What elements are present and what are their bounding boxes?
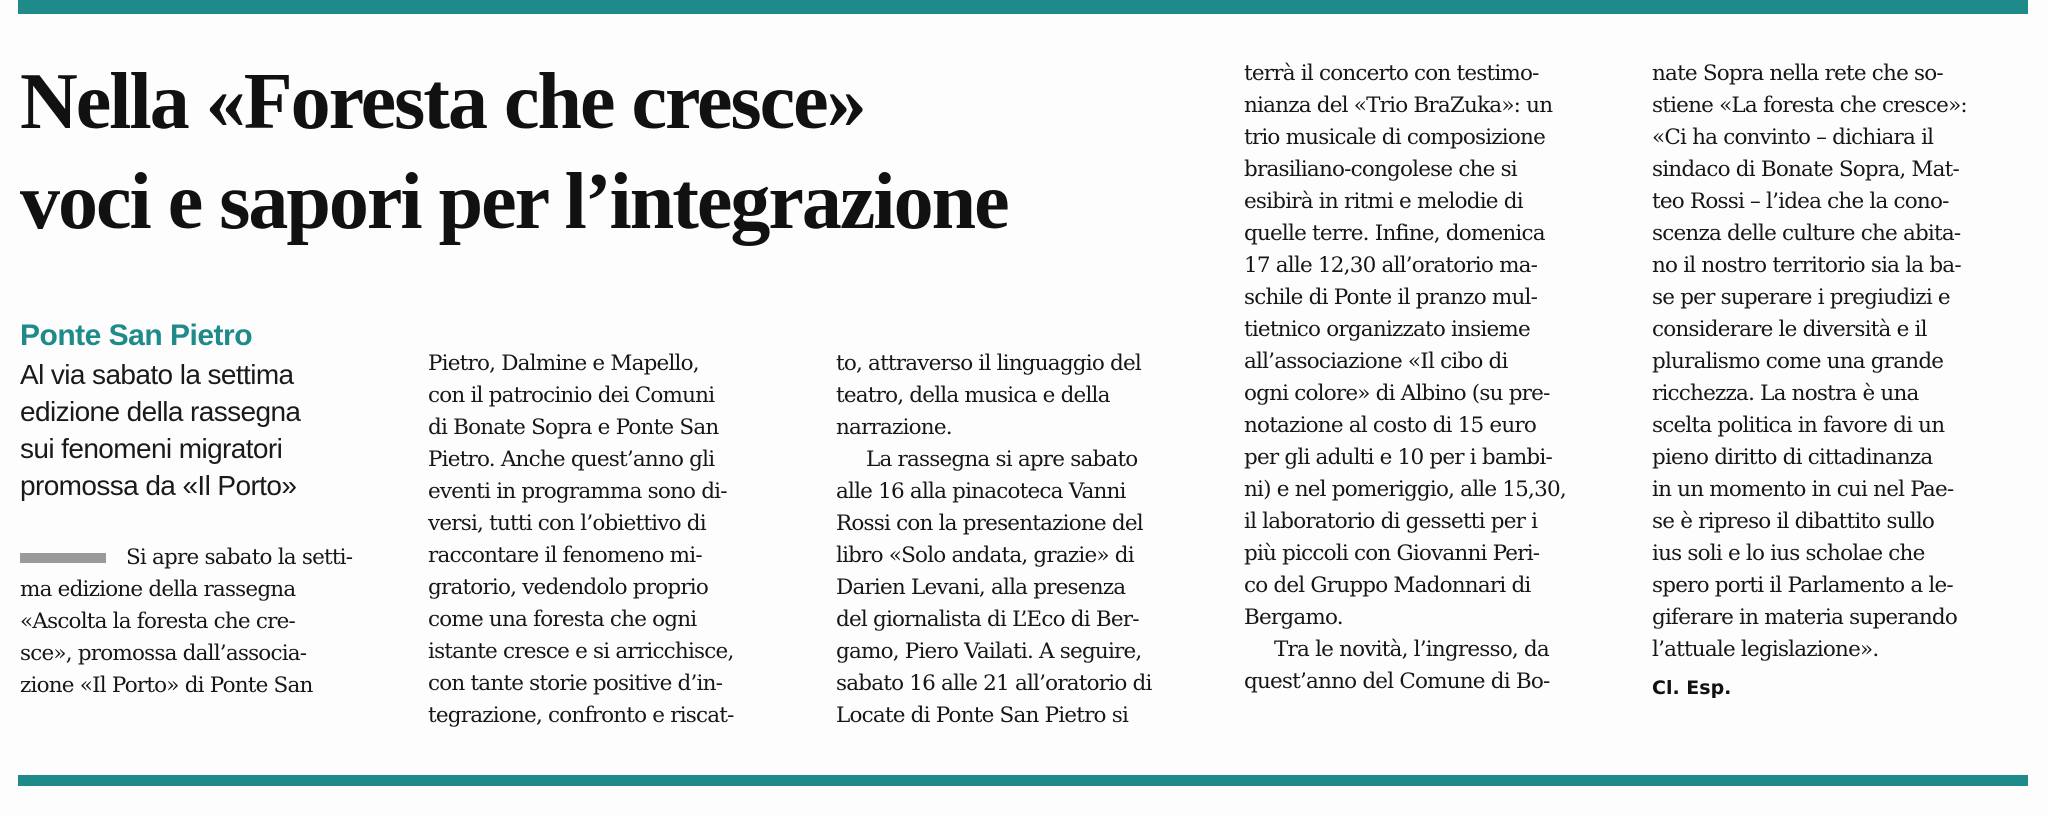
body-line: raccontare il fenomeno mi-: [428, 543, 702, 568]
body-line: più piccoli con Giovanni Peri-: [1244, 541, 1540, 566]
body-line: nate Sopra nella rete che so-: [1652, 61, 1943, 86]
body-line: Locate di Ponte San Pietro si: [836, 703, 1129, 728]
body-line: «Ascolta la foresta che cre-: [20, 609, 295, 634]
summary-line: edizione della rassegna: [20, 396, 301, 427]
body-line: notazione al costo di 15 euro: [1244, 413, 1537, 438]
summary-line: Al via sabato la settima: [20, 359, 294, 390]
body-line: tegrazione, confronto e riscat-: [428, 703, 734, 728]
body-line: l’attuale legislazione».: [1652, 637, 1879, 662]
body-line: sce», promossa dall’associa-: [20, 641, 307, 666]
top-rule: [18, 0, 2028, 14]
body-line: gratorio, vedendolo proprio: [428, 575, 709, 600]
body-line: terrà il concerto con testimo-: [1244, 61, 1539, 86]
body-line: teatro, della musica e della: [836, 383, 1110, 408]
bottom-rule: [18, 775, 2028, 786]
body-line: pieno diritto di cittadinanza: [1652, 445, 1933, 470]
author-signature: Cl. Esp.: [1652, 677, 1732, 699]
body-line: trio musicale di composizione: [1244, 125, 1545, 150]
body-line: se per superare i pregiudizi e: [1652, 285, 1950, 310]
body-line: quest’anno del Comune di Bo-: [1244, 669, 1550, 694]
body-line: brasiliano-congolese che si: [1244, 157, 1517, 182]
summary: [20, 356, 400, 504]
body-column-1: [20, 542, 404, 702]
body-line: Tra le novità, l’ingresso, da: [1274, 637, 1549, 662]
body-column-3: [836, 348, 1220, 732]
body-line: zione «Il Porto» di Ponte San: [20, 673, 313, 698]
body-line: 17 alle 12,30 all’oratorio ma-: [1244, 253, 1538, 278]
body-line: sabato 16 alle 21 all’oratorio di: [836, 671, 1152, 696]
body-line: per gli adulti e 10 per i bambi-: [1244, 445, 1552, 470]
body-line: in un momento in cui nel Pae-: [1652, 477, 1954, 502]
body-line: no il nostro territorio sia la ba-: [1652, 253, 1961, 278]
body-line: teo Rossi – l’idea che la cono-: [1652, 189, 1949, 214]
body-line: giferare in materia superando: [1652, 605, 1958, 630]
body-line: stiene «La foresta che cresce»:: [1652, 93, 1967, 118]
headline-line: Nella «Foresta che cresce»: [20, 58, 865, 146]
body-line: Bergamo.: [1244, 605, 1343, 630]
body-line: schile di Ponte il pranzo mul-: [1244, 285, 1538, 310]
body-line: quelle terre. Infine, domenica: [1244, 221, 1545, 246]
body-line: narrazione.: [836, 415, 952, 440]
body-line: versi, tutti con l’obiettivo di: [428, 511, 706, 536]
body-line: tietnico organizzato insieme: [1244, 317, 1530, 342]
body-line: con il patrocinio dei Comuni: [428, 383, 715, 408]
body-line: del giornalista di L’Eco di Ber-: [836, 607, 1139, 632]
body-line: Pietro. Anche quest’anno gli: [428, 447, 715, 472]
body-line: Si apre sabato la setti-: [126, 545, 353, 570]
body-line: sindaco di Bonate Sopra, Mat-: [1652, 157, 1959, 182]
body-column-5: [1652, 58, 2036, 666]
headline-line: voci e sapori per l’integrazione: [20, 158, 1008, 246]
body-line: scenza delle culture che abita-: [1652, 221, 1961, 246]
body-line: esibirà in ritmi e melodie di: [1244, 189, 1523, 214]
body-line: di Bonate Sopra e Ponte San: [428, 415, 719, 440]
body-line: «Ci ha convinto – dichiara il: [1652, 125, 1934, 150]
summary-line: sui fenomeni migratori: [20, 433, 283, 464]
body-line: Pietro, Dalmine e Mapello,: [428, 351, 699, 376]
body-line: considerare le diversità e il: [1652, 317, 1927, 342]
body-line: libro «Solo andata, grazie» di: [836, 543, 1134, 568]
body-line: spero porti il Parlamento a le-: [1652, 573, 1953, 598]
body-line: Rossi con la presentazione del: [836, 511, 1143, 536]
body-line: ricchezza. La nostra è una: [1652, 381, 1919, 406]
body-line: con tante storie positive d’in-: [428, 671, 723, 696]
body-line: La rassegna si apre sabato: [866, 447, 1138, 472]
body-line: come una foresta che ogni: [428, 607, 697, 632]
body-line: ius soli e lo ius scholae che: [1652, 541, 1925, 566]
body-line: alle 16 alla pinacoteca Vanni: [836, 479, 1126, 504]
body-line: all’associazione «Il cibo di: [1244, 349, 1508, 374]
kicker-location: Ponte San Pietro: [20, 319, 253, 352]
body-line: gamo, Piero Vailati. A seguire,: [836, 639, 1142, 664]
headline: [20, 52, 1230, 252]
body-line: eventi in programma sono di-: [428, 479, 727, 504]
body-line: ni) e nel pomeriggio, alle 15,30,: [1244, 477, 1566, 502]
summary-line: promossa da «Il Porto»: [20, 470, 297, 501]
body-line: to, attraverso il linguaggio del: [836, 351, 1141, 376]
body-line: Darien Levani, alla presenza: [836, 575, 1126, 600]
body-line: co del Gruppo Madonnari di: [1244, 573, 1531, 598]
body-line: ma edizione della rassegna: [20, 577, 296, 602]
body-line: ogni colore» di Albino (su pre-: [1244, 381, 1550, 406]
body-line: il laboratorio di gessetti per i: [1244, 509, 1538, 534]
body-line: nianza del «Trio BraZuka»: un: [1244, 93, 1553, 118]
body-line: scelta politica in favore di un: [1652, 413, 1945, 438]
body-line: istante cresce e si arricchisce,: [428, 639, 734, 664]
body-column-2: [428, 348, 812, 732]
body-line: se è ripreso il dibattito sullo: [1652, 509, 1935, 534]
body-column-4: [1244, 58, 1628, 698]
body-line: pluralismo come una grande: [1652, 349, 1944, 374]
